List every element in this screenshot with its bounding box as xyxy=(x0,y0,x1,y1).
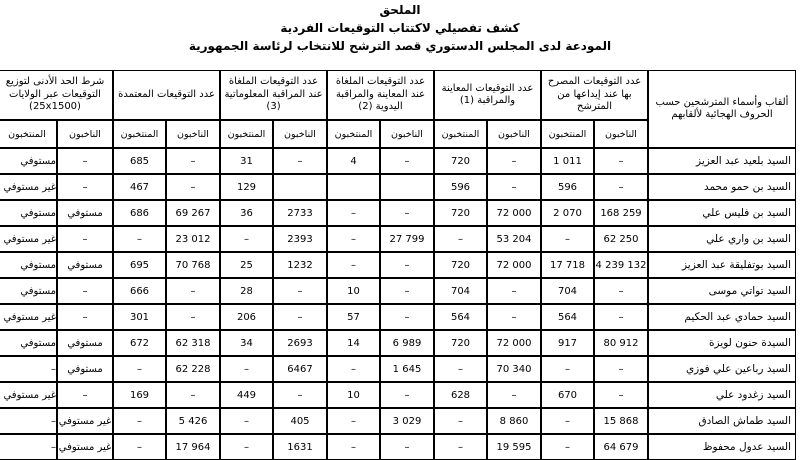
table-cell: 57 xyxy=(327,304,380,330)
table-cell: – xyxy=(57,278,113,304)
candidate-name: السيد بن واري علي xyxy=(648,226,796,252)
table-cell: 129 xyxy=(220,174,273,200)
table-cell: – xyxy=(380,278,434,304)
group-header: عدد التوقيعات المصرح بها عند إيداعها من المترشح xyxy=(541,70,648,120)
group-header: عدد التوقيعات الملغاة عند المراقبة المعلوماتية (3) xyxy=(220,70,327,120)
candidate-name: السيد بوتفليقة عبد العزيز xyxy=(648,252,796,278)
table-cell: – xyxy=(57,148,113,174)
table-cell: – xyxy=(273,148,327,174)
elected-subheader: المنتخبون xyxy=(327,120,380,148)
table-cell: مستوفي xyxy=(0,330,57,356)
table-cell: – xyxy=(113,408,166,434)
table-cell: 80 912 xyxy=(594,330,648,356)
table-cell: – xyxy=(166,148,220,174)
candidate-name: السيد بن فليس علي xyxy=(648,200,796,226)
candidate-name: السيدة حنون لويزة xyxy=(648,330,796,356)
table-cell: 17 964 xyxy=(166,434,220,460)
table-cell: 405 xyxy=(273,408,327,434)
table-cell: 1 645 xyxy=(380,356,434,382)
table-cell: غير مستوفي xyxy=(0,382,57,408)
document-title: كشف تفصيلي لاكتتاب التوقيعات الفردية xyxy=(280,21,520,35)
table-cell: 4 239 132 xyxy=(594,252,648,278)
table-cell: – xyxy=(57,174,113,200)
table-cell: 685 xyxy=(113,148,166,174)
elected-subheader: المنتخبون xyxy=(113,120,166,148)
table-cell: 31 xyxy=(220,148,273,174)
table-cell: – xyxy=(380,200,434,226)
table-cell: – xyxy=(594,356,648,382)
table-cell: 62 318 xyxy=(166,330,220,356)
table-cell: 596 xyxy=(434,174,487,200)
table-cell: – xyxy=(57,304,113,330)
table-cell: 17 718 xyxy=(541,252,594,278)
table-cell xyxy=(273,174,327,200)
table-cell: 301 xyxy=(113,304,166,330)
group-header: عدد التوقيعات الملغاة عند المعاينة والمراقبة اليدوية (2) xyxy=(327,70,434,120)
table-cell: 3 029 xyxy=(380,408,434,434)
document-subtitle: المودعة لدى المجلس الدستوري قصد الترشح للانتخاب لرئاسة الجمهورية xyxy=(188,39,612,53)
table-cell: – xyxy=(57,226,113,252)
candidate-name: السيد حمادي عبد الحكيم xyxy=(648,304,796,330)
table-cell: مستوفي xyxy=(0,278,57,304)
table-cell: – xyxy=(594,174,648,200)
table-cell: – xyxy=(434,434,487,460)
table-cell: 695 xyxy=(113,252,166,278)
table-cell: – xyxy=(220,226,273,252)
table-cell: – xyxy=(380,382,434,408)
table-cell: 25 xyxy=(220,252,273,278)
table-cell: 168 259 xyxy=(594,200,648,226)
table-cell: 15 868 xyxy=(594,408,648,434)
table-cell: 5 426 xyxy=(166,408,220,434)
table-cell: 704 xyxy=(434,278,487,304)
table-cell: مستوفي xyxy=(0,252,57,278)
table-cell: – xyxy=(594,382,648,408)
table-cell: 467 xyxy=(113,174,166,200)
table-cell: 34 xyxy=(220,330,273,356)
candidate-name: السيد بن حمو محمد xyxy=(648,174,796,200)
table-cell: 19 595 xyxy=(487,434,541,460)
table-cell: – xyxy=(327,226,380,252)
table-cell: – xyxy=(594,278,648,304)
table-cell: – xyxy=(541,408,594,434)
table-cell: مستوفي xyxy=(57,200,113,226)
table-cell: 70 768 xyxy=(166,252,220,278)
table-cell: – xyxy=(113,356,166,382)
table-cell: – xyxy=(113,434,166,460)
table-cell: – xyxy=(327,408,380,434)
table-cell: – xyxy=(220,408,273,434)
table-cell: – xyxy=(166,278,220,304)
table-cell: – xyxy=(487,174,541,200)
table-cell: 720 xyxy=(434,148,487,174)
table-cell: – xyxy=(166,304,220,330)
table-cell: – xyxy=(594,304,648,330)
candidate-name: السيد طماش الصادق xyxy=(648,408,796,434)
table-cell: 628 xyxy=(434,382,487,408)
table-cell: – xyxy=(487,278,541,304)
table-cell: – xyxy=(220,434,273,460)
table-cell: 62 250 xyxy=(594,226,648,252)
table-cell: 596 xyxy=(541,174,594,200)
table-cell: – xyxy=(0,356,57,382)
table-cell: – xyxy=(327,252,380,278)
table-cell: مستوفي xyxy=(0,148,57,174)
elected-subheader: المنتخبون xyxy=(434,120,487,148)
voters-subheader: الناخبون xyxy=(57,120,113,148)
voters-subheader: الناخبون xyxy=(273,120,327,148)
table-cell: – xyxy=(0,408,57,434)
table-cell: – xyxy=(380,252,434,278)
table-cell: – xyxy=(594,148,648,174)
table-cell: غير مستوفي xyxy=(57,408,113,434)
voters-subheader: الناخبون xyxy=(380,120,434,148)
name-column-header: ألقاب وأسماء المترشحين حسب الحروف الهجائية لألقابهم xyxy=(648,70,796,148)
table-cell: – xyxy=(327,356,380,382)
table-cell: 169 xyxy=(113,382,166,408)
voters-subheader: الناخبون xyxy=(166,120,220,148)
table-cell: – xyxy=(487,382,541,408)
table-cell: 666 xyxy=(113,278,166,304)
table-cell: 2 070 xyxy=(541,200,594,226)
table-cell: 704 xyxy=(541,278,594,304)
candidate-name: السيد رباعين علي فوزي xyxy=(648,356,796,382)
table-cell: مستوفي xyxy=(0,200,57,226)
elected-subheader: المنتخبون xyxy=(541,120,594,148)
table-cell: 28 xyxy=(220,278,273,304)
table-cell: 672 xyxy=(113,330,166,356)
table-cell: 64 679 xyxy=(594,434,648,460)
voters-subheader: الناخبون xyxy=(594,120,648,148)
table-cell: 564 xyxy=(541,304,594,330)
group-header: عدد التوقيعات المعتمدة xyxy=(113,70,220,120)
table-cell: – xyxy=(273,304,327,330)
table-cell: 1 011 xyxy=(541,148,594,174)
table-cell: 449 xyxy=(220,382,273,408)
table-cell: – xyxy=(113,226,166,252)
table-cell: 6 989 xyxy=(380,330,434,356)
table-cell: 72 000 xyxy=(487,252,541,278)
table-cell: 27 799 xyxy=(380,226,434,252)
table-cell: – xyxy=(327,200,380,226)
table-cell: 6467 xyxy=(273,356,327,382)
table-cell: 70 340 xyxy=(487,356,541,382)
table-cell: – xyxy=(166,174,220,200)
table-cell: 2693 xyxy=(273,330,327,356)
table-cell: غير مستوفي xyxy=(0,226,57,252)
table-cell: – xyxy=(434,408,487,434)
table-cell: 4 xyxy=(327,148,380,174)
signatures-table xyxy=(0,70,796,460)
table-cell: – xyxy=(434,356,487,382)
table-cell: 670 xyxy=(541,382,594,408)
table-cell: 8 860 xyxy=(487,408,541,434)
elected-subheader: المنتخبون xyxy=(0,120,57,148)
table-cell: مستوفي xyxy=(57,356,113,382)
table-cell: – xyxy=(327,434,380,460)
table-cell: 14 xyxy=(327,330,380,356)
table-cell: 62 228 xyxy=(166,356,220,382)
table-cell: – xyxy=(434,226,487,252)
table-cell: 72 000 xyxy=(487,330,541,356)
table-cell: – xyxy=(541,356,594,382)
table-cell: – xyxy=(273,382,327,408)
table-cell xyxy=(327,174,380,200)
table-cell: 720 xyxy=(434,200,487,226)
table-cell: 564 xyxy=(434,304,487,330)
table-cell: 2393 xyxy=(273,226,327,252)
table-cell: – xyxy=(380,434,434,460)
table-cell: 53 204 xyxy=(487,226,541,252)
table-cell: 917 xyxy=(541,330,594,356)
group-header: شرط الحد الأدنى لتوزيع التوقيعات عبر الولايات (25x1500) xyxy=(0,70,113,120)
table-cell: 10 xyxy=(327,278,380,304)
table-cell: 36 xyxy=(220,200,273,226)
table-cell: غير مستوفي xyxy=(0,174,57,200)
table-cell: – xyxy=(541,434,594,460)
table-cell: مستوفي xyxy=(57,252,113,278)
table-cell: 10 xyxy=(327,382,380,408)
table-cell: 1232 xyxy=(273,252,327,278)
table-cell: 72 000 xyxy=(487,200,541,226)
elected-subheader: المنتخبون xyxy=(220,120,273,148)
table-cell: – xyxy=(487,304,541,330)
candidate-name: السيد بلعيد عبد العزيز xyxy=(648,148,796,174)
table-cell: مستوفي xyxy=(57,330,113,356)
candidate-name: السيد زغدود علي xyxy=(648,382,796,408)
table-cell: غير مستوفي xyxy=(57,434,113,460)
table-cell xyxy=(380,174,434,200)
candidate-name: السيد عدول محفوظ xyxy=(648,434,796,460)
table-cell: – xyxy=(0,434,57,460)
table-cell: – xyxy=(380,148,434,174)
table-cell: – xyxy=(380,304,434,330)
table-cell: 2733 xyxy=(273,200,327,226)
table-cell: 206 xyxy=(220,304,273,330)
voters-subheader: الناخبون xyxy=(487,120,541,148)
table-cell: – xyxy=(220,356,273,382)
table-cell: 720 xyxy=(434,330,487,356)
table-cell: – xyxy=(57,382,113,408)
table-cell: – xyxy=(541,226,594,252)
table-cell: – xyxy=(487,148,541,174)
table-cell: 23 012 xyxy=(166,226,220,252)
candidate-name: السيد تواتي موسى xyxy=(648,278,796,304)
table-cell: 69 267 xyxy=(166,200,220,226)
table-cell: 720 xyxy=(434,252,487,278)
table-cell: 686 xyxy=(113,200,166,226)
table-cell: غير مستوفي xyxy=(0,304,57,330)
annex-title: الملحق xyxy=(379,3,421,17)
group-header: عدد التوقيعات المعاينة والمراقبة (1) xyxy=(434,70,541,120)
table-cell: 1631 xyxy=(273,434,327,460)
table-cell: – xyxy=(273,278,327,304)
table-cell: – xyxy=(166,382,220,408)
